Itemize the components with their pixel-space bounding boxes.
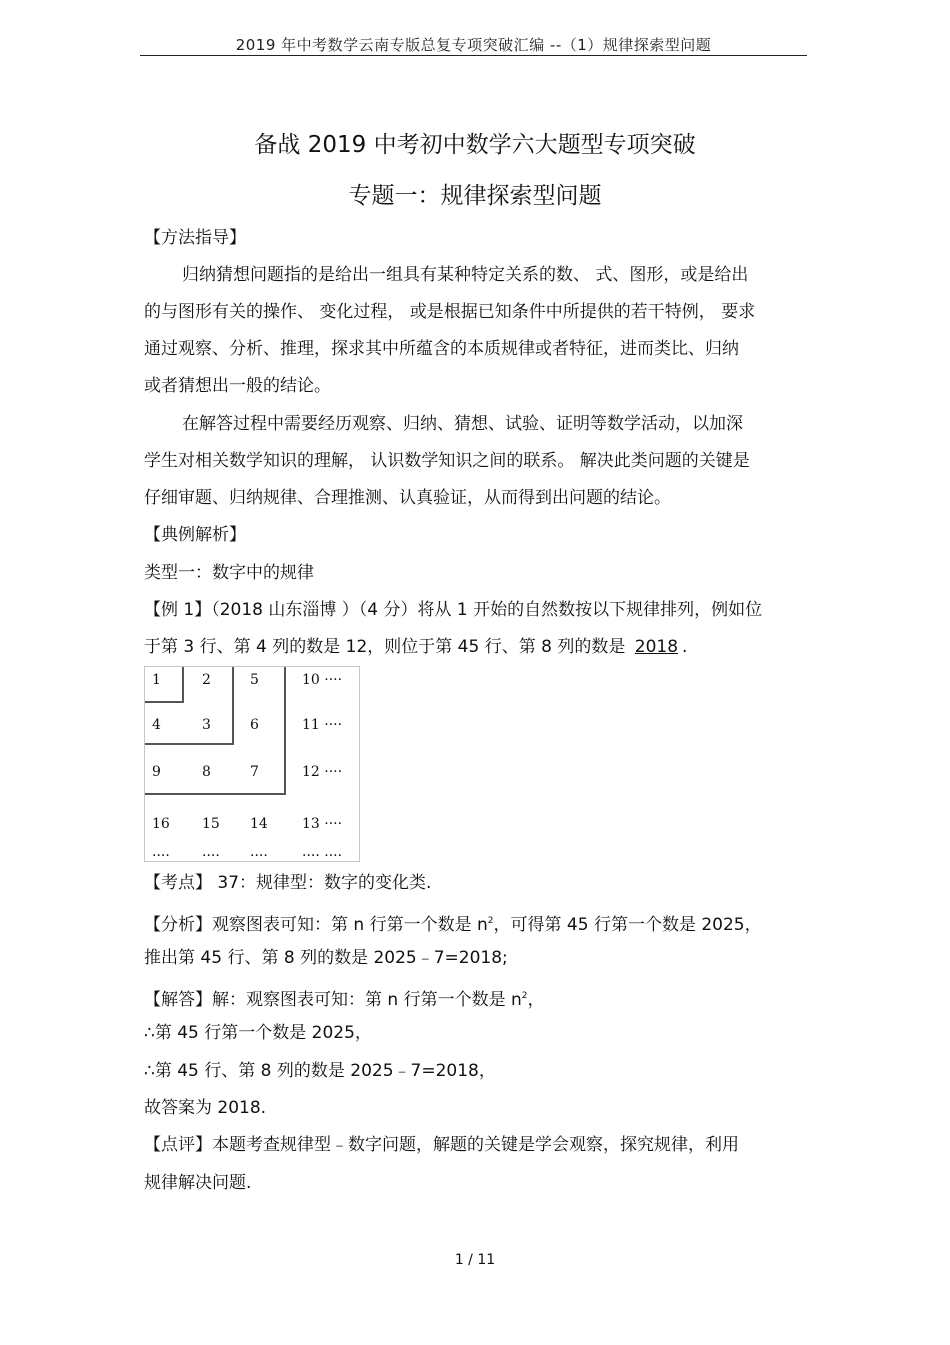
type-heading: 类型一：数字中的规律 [144,563,314,583]
number-grid-figure [144,666,360,862]
grid-cell: 2 [202,672,211,688]
grid-cell: 9 [152,764,161,780]
grid-cell: 7 [250,764,259,780]
grid-cell: 15 [202,816,220,832]
grid-cell: 10 ···· [302,672,343,688]
method-line: 仔细审题、归纳规律、合理推测、认真验证，从而得到出问题的结论。 [144,488,671,508]
question-text: 于第 3 行、第 4 列的数是 12，则位于第 45 行、第 8 列的数是 [144,637,626,657]
grid-cell: 14 [250,816,268,832]
analysis-line [144,909,762,937]
grid-cell: 3 [202,717,211,733]
grid-cell: 13 ···· [302,816,343,832]
method-line: 在解答过程中需要经历观察、归纳、猜想、试验、证明等数学活动，以加深 [182,414,743,434]
solution-line: ∴第 45 行第一个数是 2025， [144,1023,372,1043]
solution-line: ∴第 45 行、第 8 列的数是 2025﹣7=2018， [144,1061,496,1081]
method-heading: 【方法指导】 [144,228,246,248]
solution-text: 【解答】解：观察图表可知：第 n 行第一个数是 n [144,990,522,1010]
grid-cell: ···· [202,848,220,862]
exponent: 2 [487,916,494,926]
page-number: 1 / 11 [454,1252,496,1268]
grid-cell: 12 ···· [302,764,343,780]
answer-blank: 2018 [634,637,679,657]
header-rule [140,55,807,56]
comment-line: 规律解决问题. [144,1173,252,1193]
kaodian-line: 【考点】 37：规律型：数字的变化类. [144,873,432,893]
solution-text: ， [527,990,545,1010]
running-header: 2019 年中考数学云南专版总复专项突破汇编 --（1）规律探索型问题 [235,36,712,54]
exponent: 2 [521,991,528,1001]
example-question: 【例 1】（2018 山东淄博 ）（4 分）将从 1 开始的自然数按以下规律排列，例如位 [144,600,763,620]
grid-cell: 11 ···· [302,717,343,733]
grid-cell: 8 [202,764,211,780]
grid-cell: ···· [250,848,268,862]
document-subtitle: 专题一：规律探索型问题 [348,183,602,209]
grid-cell: 4 [152,717,161,733]
examples-heading: 【典例解析】 [144,525,246,545]
analysis-line: 推出第 45 行、第 8 列的数是 2025﹣7=2018; [144,948,508,968]
grid-cell: ···· ···· [302,848,343,862]
method-line: 或者猜想出一般的结论。 [144,376,331,396]
grid-cell: 16 [152,816,170,832]
grid-cell: 1 [152,672,161,688]
method-line: 通过观察、分析、推理，探求其中所蕴含的本质规律或者特征，进而类比、归纳 [144,339,739,359]
number-grid-svg [144,666,360,862]
solution-line [144,984,545,1012]
grid-cell: ···· [152,848,170,862]
analysis-text: 【分析】观察图表可知：第 n 行第一个数是 n [144,915,488,935]
analysis-text: ，可得第 45 行第一个数是 2025， [493,915,762,935]
comment-line: 【点评】本题考查规律型﹣数字问题，解题的关键是学会观察，探究规律，利用 [144,1135,739,1155]
grid-cell: 5 [250,672,259,688]
solution-line: 故答案为 2018. [144,1098,267,1118]
grid-cell: 6 [250,717,259,733]
question-end: . [682,637,688,657]
method-line: 归纳猜想问题指的是给出一组具有某种特定关系的数、 式、图形，或是给出 [182,265,749,285]
document-title: 备战 2019 中考初中数学六大题型专项突破 [254,132,696,158]
method-line: 的与图形有关的操作、 变化过程， 或是根据已知条件中所提供的若干特例， 要求 [144,302,756,322]
example-question-line2 [144,635,687,659]
method-line: 学生对相关数学知识的理解， 认识数学知识之间的联系。 解决此类问题的关键是 [144,451,750,471]
